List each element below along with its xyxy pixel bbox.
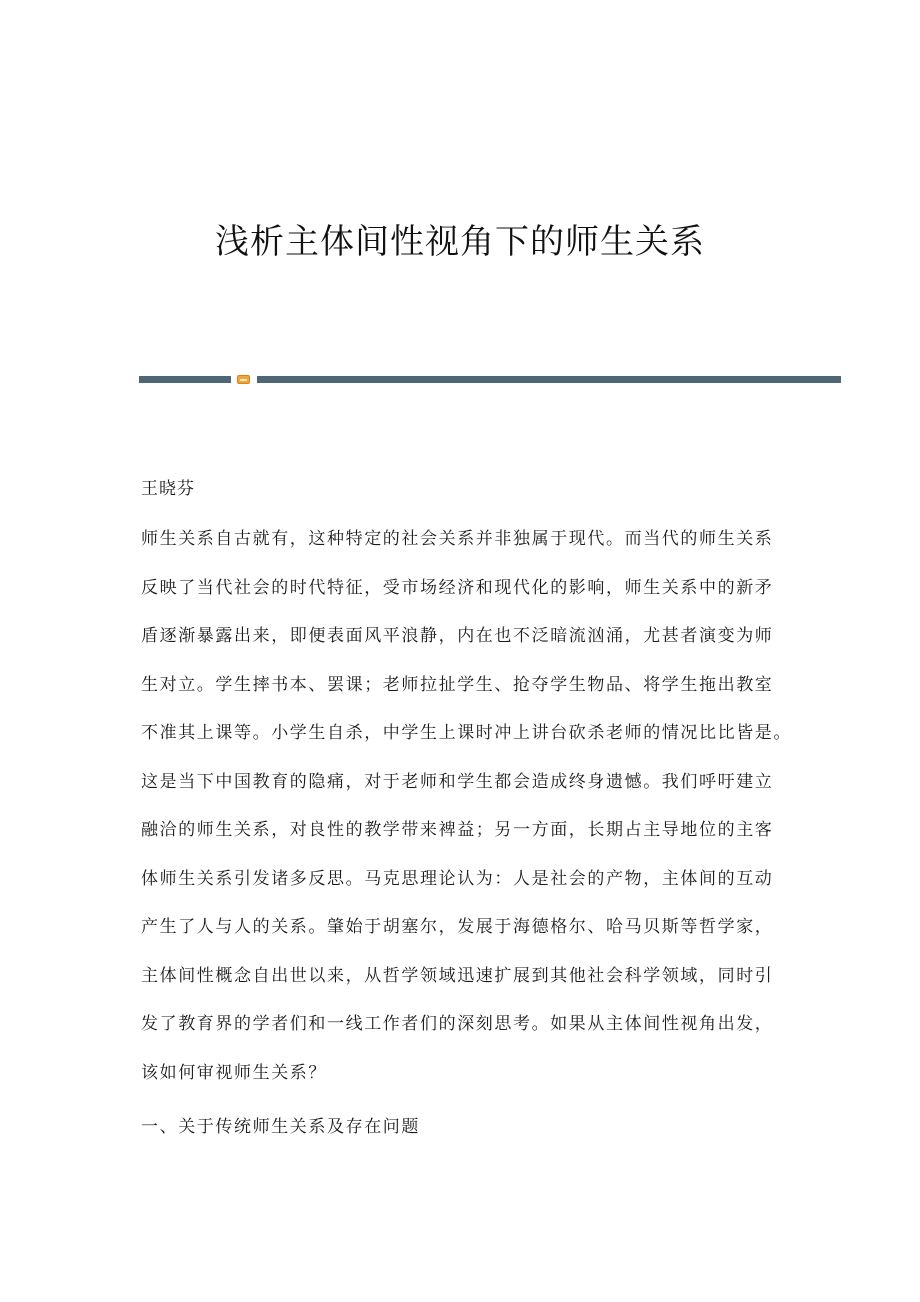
author-name: 王晓芬 bbox=[141, 479, 195, 499]
document-title: 浅析主体间性视角下的师生关系 bbox=[215, 222, 705, 262]
paragraph-line: 发了教育界的学者们和一线工作者们的深刻思考。如果从主体间性视角出发， bbox=[141, 1014, 774, 1034]
paragraph-line: 这是当下中国教育的隐痛，对于老师和学生都会造成终身遗憾。我们呼吁建立 bbox=[141, 771, 774, 792]
paragraph-line: 体师生关系引发诸多反思。马克思理论认为：人是社会的产物，主体间的互动 bbox=[141, 868, 774, 889]
paragraph-line: 产生了人与人的关系。肇始于胡塞尔，发展于海德格尔、哈马贝斯等哲学家， bbox=[141, 917, 774, 937]
divider-bar-right bbox=[257, 376, 841, 383]
paragraph-line: 反映了当代社会的时代特征，受市场经济和现代化的影响，师生关系中的新矛 bbox=[141, 577, 774, 598]
paragraph-line: 不准其上课等。小学生自杀，中学生上课时冲上讲台砍杀老师的情况比比皆是。 bbox=[141, 723, 792, 743]
paragraph-line: 该如何审视师生关系？ bbox=[141, 1062, 327, 1083]
paragraph-line: 生对立。学生摔书本、罢课；老师拉扯学生、抢夺学生物品、将学生拖出教室 bbox=[141, 674, 774, 695]
section-heading: 一、关于传统师生关系及存在问题 bbox=[141, 1117, 420, 1137]
body-paragraph bbox=[141, 526, 801, 1108]
divider-bar-left bbox=[139, 376, 231, 383]
paragraph-line: 主体间性概念自出世以来，从哲学领域迅速扩展到其他社会科学领域，同时引 bbox=[141, 965, 774, 986]
paragraph-line: 盾逐渐暴露出来，即便表面风平浪静，内在也不泛暗流汹涌，尤甚者演变为师 bbox=[141, 626, 774, 646]
title-divider bbox=[139, 375, 841, 384]
paragraph-line: 师生关系自古就有，这种特定的社会关系并非独属于现代。而当代的师生关系 bbox=[141, 529, 774, 549]
paragraph-line: 融洽的师生关系，对良性的教学带来裨益；另一方面，长期占主导地位的主客 bbox=[141, 820, 774, 840]
divider-emblem-icon bbox=[237, 375, 250, 384]
